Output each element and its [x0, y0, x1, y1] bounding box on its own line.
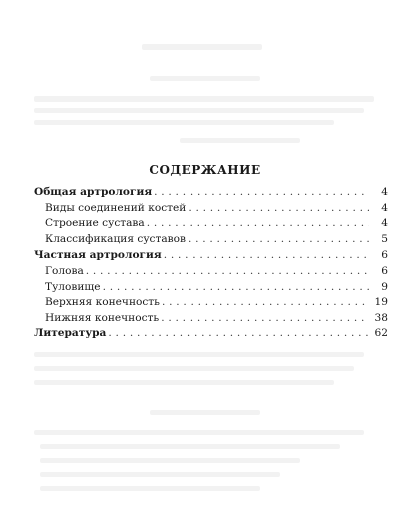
dot-leader — [108, 327, 369, 339]
toc-entry-page: 38 — [374, 311, 388, 324]
bleed-through-shadow — [34, 352, 364, 357]
bleed-through-shadow — [40, 458, 300, 463]
toc-entry-page: 9 — [381, 280, 388, 293]
toc-entry-section[interactable] — [34, 327, 388, 343]
bleed-through-shadow — [150, 410, 260, 415]
dot-leader — [154, 186, 369, 198]
dot-leader — [86, 265, 369, 277]
toc-entry-label: Частная артрология — [34, 249, 162, 262]
bleed-through-shadow — [34, 96, 374, 102]
dot-leader — [162, 296, 369, 308]
toc-entry-label: Нижняя конечность — [45, 311, 160, 324]
toc-entry-label: Классификация суставов — [45, 232, 186, 245]
toc-entry-subsection[interactable] — [34, 312, 388, 328]
dot-leader — [188, 233, 369, 245]
toc-entry-label: Общая артрология — [34, 186, 153, 198]
toc-entry-page: 62 — [374, 327, 388, 340]
toc-entry-subsection[interactable] — [34, 217, 388, 233]
bleed-through-shadow — [34, 366, 354, 371]
toc-entry-page: 4 — [381, 201, 388, 214]
toc-entry-label: Голова — [45, 264, 84, 277]
bleed-through-shadow — [142, 44, 262, 50]
toc-entry-section[interactable] — [34, 186, 388, 202]
toc-entry-label: Строение сустава — [45, 217, 145, 230]
dot-leader — [188, 202, 369, 214]
bleed-through-shadow — [34, 120, 334, 125]
bleed-through-shadow — [40, 486, 260, 491]
bleed-through-shadow — [150, 76, 260, 81]
bleed-through-shadow — [40, 444, 340, 449]
toc-entry-subsection[interactable] — [34, 265, 388, 281]
toc-entry-label: Виды соединений костей — [45, 201, 187, 214]
dot-leader — [161, 312, 369, 324]
toc-entry-subsection[interactable] — [34, 202, 388, 218]
bleed-through-shadow — [40, 472, 280, 477]
toc-entry-subsection[interactable] — [34, 281, 388, 297]
dot-leader — [147, 217, 369, 229]
toc-entry-subsection[interactable] — [34, 296, 388, 312]
table-of-contents — [34, 186, 388, 343]
toc-entry-page: 4 — [381, 217, 388, 230]
toc-entry-page: 19 — [374, 296, 388, 309]
toc-entry-label: Верхняя конечность — [45, 296, 160, 309]
toc-entry-label: Литература — [34, 327, 107, 340]
toc-entry-page: 5 — [381, 232, 388, 245]
toc-title: СОДЕРЖАНИЕ — [149, 163, 261, 177]
dot-leader — [164, 249, 369, 261]
bleed-through-shadow — [34, 108, 364, 113]
toc-entry-subsection[interactable] — [34, 233, 388, 249]
toc-entry-label: Туловище — [45, 280, 101, 293]
toc-entry-section[interactable] — [34, 249, 388, 265]
bleed-through-shadow — [34, 380, 334, 385]
toc-entry-page: 6 — [381, 264, 388, 277]
bleed-through-shadow — [180, 138, 300, 143]
toc-entry-page: 6 — [381, 249, 388, 262]
bleed-through-shadow — [34, 430, 364, 435]
dot-leader — [103, 281, 369, 293]
toc-entry-page: 4 — [381, 186, 388, 198]
